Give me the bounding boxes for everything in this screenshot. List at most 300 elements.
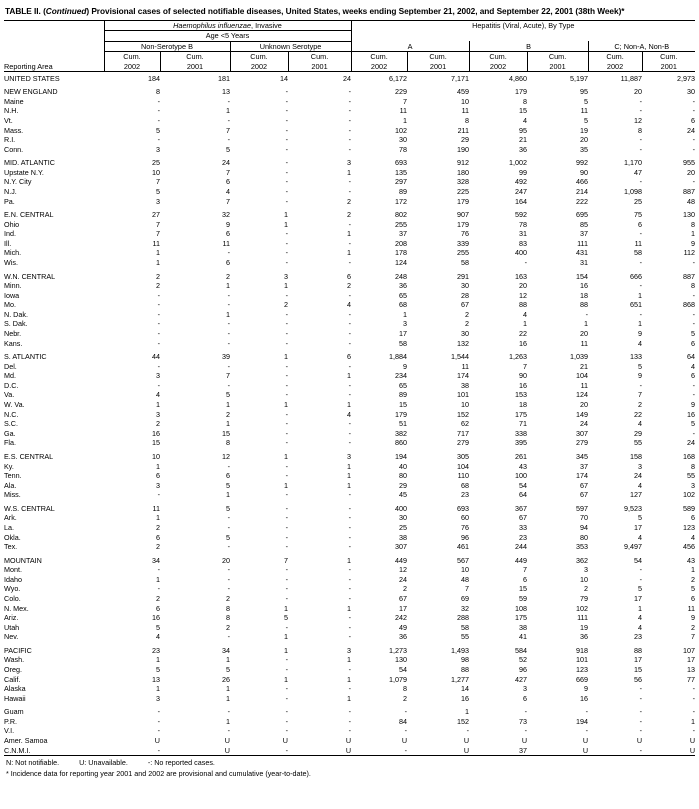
data-cell: 11 bbox=[152, 238, 160, 248]
table-body bbox=[4, 72, 695, 756]
data-cell: 26 bbox=[222, 674, 230, 684]
header-hepatitis-b: B bbox=[469, 41, 588, 52]
reporting-area-cell: Amer. Samoa bbox=[4, 736, 48, 746]
reporting-area-cell: E.S. CENTRAL bbox=[4, 451, 54, 461]
data-cell: 23 bbox=[461, 490, 470, 500]
data-cell: - bbox=[348, 338, 352, 348]
data-cell: - bbox=[285, 329, 288, 339]
data-cell: - bbox=[348, 593, 352, 603]
data-cell: 6,172 bbox=[389, 73, 408, 83]
data-cell: - bbox=[157, 338, 160, 348]
data-cell: - bbox=[692, 684, 696, 694]
data-cell: - bbox=[157, 565, 160, 575]
data-cell: 11 bbox=[580, 380, 589, 390]
data-cell: 456 bbox=[683, 542, 696, 552]
header-col-9 bbox=[642, 52, 695, 72]
data-cell: 868 bbox=[683, 300, 696, 310]
data-cell: 111 bbox=[577, 613, 589, 623]
data-cell: 15 bbox=[634, 665, 643, 674]
table-row-state bbox=[4, 126, 695, 136]
data-cell: 1 bbox=[284, 645, 288, 655]
data-cell: 7 bbox=[226, 371, 230, 381]
data-cell: 3 bbox=[156, 196, 160, 206]
data-cell: 3 bbox=[403, 319, 408, 329]
haemophilus-rest: , Invasive bbox=[251, 20, 282, 30]
data-cell: - bbox=[285, 574, 288, 584]
data-cell: 279 bbox=[457, 438, 470, 448]
data-cell: 20 bbox=[222, 555, 230, 565]
data-cell: 101 bbox=[457, 390, 470, 400]
data-cell: 1 bbox=[691, 565, 696, 575]
data-cell: 98 bbox=[461, 655, 470, 665]
header-age-under5: Age <5 Years bbox=[104, 31, 351, 42]
data-cell: 1 bbox=[226, 400, 230, 410]
reporting-area-cell: Md. bbox=[4, 371, 16, 381]
data-cell: - bbox=[348, 716, 352, 726]
data-cell: 20 bbox=[519, 281, 528, 291]
data-cell: - bbox=[285, 144, 288, 154]
data-cell: 10 bbox=[461, 565, 470, 575]
year-label-1: 2001 bbox=[186, 61, 204, 71]
data-cell: 17 bbox=[399, 603, 408, 613]
year-label-7: 2001 bbox=[549, 61, 566, 71]
data-cell: 12 bbox=[222, 451, 230, 461]
data-cell: 4 bbox=[638, 613, 643, 623]
data-cell: 9 bbox=[691, 238, 696, 248]
data-cell: - bbox=[348, 309, 352, 319]
reporting-area-cell: MOUNTAIN bbox=[4, 555, 42, 565]
data-cell: 70 bbox=[580, 513, 589, 523]
table-header bbox=[4, 20, 695, 72]
data-cell: 1,170 bbox=[624, 158, 643, 168]
data-cell: 5 bbox=[226, 532, 230, 542]
data-cell: 130 bbox=[395, 655, 408, 665]
data-cell: - bbox=[285, 115, 288, 125]
data-cell: 9 bbox=[691, 400, 696, 410]
reporting-area-cell: La. bbox=[4, 522, 14, 532]
data-cell: 56 bbox=[634, 674, 643, 684]
data-cell: 1,273 bbox=[389, 645, 408, 655]
data-cell: 78 bbox=[519, 219, 528, 229]
header-col-0 bbox=[104, 52, 160, 72]
data-cell: 992 bbox=[576, 158, 589, 168]
year-label-2: 2002 bbox=[250, 61, 268, 71]
data-cell: - bbox=[285, 338, 288, 348]
data-cell: 127 bbox=[630, 490, 643, 500]
data-cell: 45 bbox=[399, 490, 408, 500]
data-cell: 12 bbox=[519, 290, 528, 300]
data-cell: 154 bbox=[576, 271, 589, 281]
data-cell: - bbox=[227, 115, 230, 125]
data-cell: 2 bbox=[584, 584, 589, 594]
data-cell: 6 bbox=[691, 338, 696, 348]
data-cell: 666 bbox=[630, 271, 643, 281]
data-cell: 2 bbox=[156, 542, 160, 552]
data-cell: 291 bbox=[457, 271, 470, 281]
reporting-area-cell: Idaho bbox=[4, 574, 22, 584]
data-cell: 6 bbox=[347, 352, 352, 362]
data-cell: - bbox=[157, 96, 160, 106]
data-cell: 4 bbox=[691, 361, 696, 371]
header-col-7 bbox=[527, 52, 588, 72]
data-cell: 584 bbox=[515, 645, 528, 655]
data-cell: 38 bbox=[519, 622, 528, 632]
data-cell: - bbox=[639, 726, 643, 736]
data-cell: 175 bbox=[515, 613, 528, 623]
data-cell: 4 bbox=[156, 390, 160, 400]
reporting-area-cell: Conn. bbox=[4, 144, 24, 154]
data-cell: 43 bbox=[687, 555, 696, 565]
data-cell: 2 bbox=[691, 574, 696, 584]
data-cell: 225 bbox=[457, 186, 470, 196]
data-cell: 5 bbox=[156, 622, 160, 632]
data-cell: - bbox=[285, 522, 288, 532]
table-row-state bbox=[4, 400, 695, 410]
data-cell: 1,039 bbox=[570, 352, 589, 362]
data-cell: 431 bbox=[576, 248, 589, 258]
data-cell: 25 bbox=[152, 158, 160, 168]
table-row-state bbox=[4, 655, 695, 665]
data-cell: 8 bbox=[403, 684, 408, 694]
data-cell: 3 bbox=[347, 158, 352, 168]
data-cell: 110 bbox=[457, 471, 470, 481]
data-cell: U bbox=[401, 736, 408, 746]
data-cell: 10 bbox=[461, 400, 470, 410]
data-cell: - bbox=[227, 461, 230, 471]
data-cell: 1 bbox=[284, 451, 288, 461]
data-cell: 6 bbox=[691, 513, 696, 523]
data-cell: 175 bbox=[515, 409, 528, 419]
data-cell: 130 bbox=[683, 210, 696, 220]
table-row-state bbox=[4, 300, 695, 310]
data-cell: 1 bbox=[403, 309, 408, 319]
data-cell: - bbox=[285, 196, 288, 206]
data-cell: - bbox=[157, 745, 160, 755]
data-cell: - bbox=[285, 238, 288, 248]
table-row-state bbox=[4, 542, 695, 552]
data-cell: 19 bbox=[580, 622, 589, 632]
data-cell: - bbox=[285, 665, 288, 674]
table-row-state bbox=[4, 362, 695, 372]
data-cell: - bbox=[348, 361, 352, 371]
data-cell: 5 bbox=[156, 125, 160, 135]
data-cell: 1 bbox=[226, 684, 230, 694]
data-cell: - bbox=[466, 726, 470, 736]
data-cell: 48 bbox=[461, 574, 470, 584]
data-cell: 168 bbox=[683, 451, 696, 461]
data-cell: 1 bbox=[156, 655, 160, 665]
table-row-state bbox=[4, 584, 695, 594]
data-cell: 21 bbox=[580, 361, 589, 371]
reporting-area-cell: W. Va. bbox=[4, 400, 25, 410]
data-cell: 3 bbox=[523, 684, 528, 694]
data-cell: 11 bbox=[634, 238, 643, 248]
data-cell: 124 bbox=[395, 258, 408, 267]
header-col-5 bbox=[407, 52, 469, 72]
reporting-area-cell: N.Y. City bbox=[4, 177, 32, 187]
data-cell: 78 bbox=[399, 144, 408, 154]
table-row-state bbox=[4, 438, 695, 448]
table-row-region bbox=[4, 352, 695, 362]
footnote-legend: N: Not notifiable. U: Unavailable. -: No reported cases. bbox=[6, 757, 215, 767]
data-cell: - bbox=[348, 96, 352, 106]
data-cell: 24 bbox=[687, 125, 696, 135]
table-row-state bbox=[4, 248, 695, 258]
data-cell: 1 bbox=[226, 281, 230, 291]
reporting-area-cell: Pa. bbox=[4, 196, 15, 206]
data-cell: - bbox=[692, 319, 696, 329]
data-cell: - bbox=[227, 300, 230, 310]
data-cell: 132 bbox=[457, 338, 470, 348]
data-cell: 1 bbox=[226, 693, 230, 703]
data-cell: - bbox=[285, 461, 288, 471]
data-cell: 24 bbox=[580, 419, 589, 429]
data-cell: 1 bbox=[584, 319, 589, 329]
data-cell: 80 bbox=[580, 532, 589, 542]
reporting-area-cell: Mont. bbox=[4, 565, 22, 575]
data-cell: - bbox=[692, 290, 696, 300]
data-cell: 75 bbox=[634, 210, 643, 220]
data-cell: - bbox=[692, 428, 696, 438]
data-cell: 5 bbox=[584, 115, 589, 125]
data-cell: 3 bbox=[156, 693, 160, 703]
data-cell: - bbox=[524, 258, 528, 267]
table-row-state bbox=[4, 106, 695, 116]
rule-line-bottom bbox=[4, 755, 695, 756]
reporting-area-cell: Wyo. bbox=[4, 584, 21, 594]
data-cell: 3 bbox=[156, 371, 160, 381]
data-cell: 4 bbox=[638, 532, 643, 542]
cum-label-2: Cum. bbox=[250, 52, 268, 61]
data-cell: 211 bbox=[457, 125, 470, 135]
table-row-state bbox=[4, 177, 695, 187]
data-cell: 33 bbox=[519, 522, 528, 532]
data-cell: - bbox=[285, 490, 288, 500]
data-cell: 7 bbox=[691, 632, 696, 642]
data-cell: 30 bbox=[399, 135, 408, 145]
data-cell: - bbox=[404, 707, 408, 717]
table-row-state bbox=[4, 135, 695, 145]
data-cell: - bbox=[348, 144, 352, 154]
data-cell: - bbox=[285, 542, 288, 552]
header-unknown-serotype: Unknown Serotype bbox=[230, 41, 351, 52]
data-cell: - bbox=[639, 106, 643, 116]
data-cell: 2 bbox=[403, 693, 408, 703]
year-label-6: 2002 bbox=[489, 61, 507, 71]
data-cell: - bbox=[639, 144, 643, 154]
cum-label-3: Cum. bbox=[310, 52, 329, 61]
data-cell: 1 bbox=[638, 603, 643, 613]
table-row-state bbox=[4, 390, 695, 400]
data-cell: - bbox=[692, 309, 696, 319]
table-foot bbox=[4, 755, 695, 756]
table-row-state bbox=[4, 145, 695, 155]
data-cell: 208 bbox=[395, 238, 408, 248]
data-cell: 907 bbox=[457, 210, 470, 220]
data-cell: - bbox=[285, 716, 288, 726]
header-col-4 bbox=[351, 52, 407, 72]
data-cell: 2 bbox=[156, 271, 160, 281]
data-cell: 20 bbox=[580, 400, 589, 410]
data-cell: 31 bbox=[580, 258, 589, 267]
data-cell: 80 bbox=[399, 471, 408, 481]
table-row-state bbox=[4, 371, 695, 381]
data-cell: 30 bbox=[461, 281, 470, 291]
data-cell: 5 bbox=[638, 513, 643, 523]
data-cell: - bbox=[639, 707, 643, 717]
table-row-state bbox=[4, 329, 695, 339]
table-row-region bbox=[4, 452, 695, 462]
data-cell: 36 bbox=[399, 281, 408, 291]
data-cell: - bbox=[157, 300, 160, 310]
data-cell: 104 bbox=[457, 461, 470, 471]
data-cell: - bbox=[692, 106, 696, 116]
data-cell: 194 bbox=[576, 716, 589, 726]
data-cell: 1,263 bbox=[509, 352, 528, 362]
data-cell: 180 bbox=[457, 167, 470, 177]
data-cell: 38 bbox=[461, 380, 470, 390]
data-cell: 194 bbox=[395, 451, 408, 461]
data-cell: 55 bbox=[634, 438, 643, 448]
data-cell: 29 bbox=[399, 480, 408, 490]
table-row-state bbox=[4, 339, 695, 349]
data-cell: 2 bbox=[403, 584, 408, 594]
data-cell: 6 bbox=[156, 471, 160, 481]
data-cell: 4 bbox=[638, 419, 643, 429]
data-cell: 4 bbox=[691, 532, 696, 542]
data-cell: - bbox=[348, 329, 352, 339]
data-cell: 25 bbox=[399, 522, 408, 532]
data-cell: 1 bbox=[347, 400, 352, 410]
data-cell: 214 bbox=[576, 186, 589, 196]
data-cell: 1 bbox=[638, 319, 643, 329]
data-cell: - bbox=[348, 707, 352, 717]
data-cell: 16 bbox=[580, 281, 589, 291]
data-cell: - bbox=[285, 229, 288, 239]
data-cell: 261 bbox=[515, 451, 528, 461]
data-cell: - bbox=[157, 106, 160, 116]
data-cell: 4 bbox=[638, 338, 643, 348]
data-cell: - bbox=[348, 177, 352, 187]
data-cell: 85 bbox=[580, 219, 589, 229]
data-cell: - bbox=[285, 87, 288, 97]
data-cell: 1 bbox=[226, 419, 230, 429]
data-cell: 181 bbox=[218, 73, 230, 83]
header-row-subgroup bbox=[4, 41, 695, 52]
data-cell: 158 bbox=[630, 451, 643, 461]
data-cell: 101 bbox=[576, 655, 589, 665]
data-cell: 669 bbox=[576, 674, 589, 684]
table-row-state bbox=[4, 97, 695, 107]
data-cell: 4,860 bbox=[509, 73, 528, 83]
data-cell: 1,544 bbox=[451, 352, 470, 362]
data-cell: 58 bbox=[634, 248, 643, 258]
table-row-state bbox=[4, 726, 695, 736]
data-cell: 6 bbox=[226, 177, 230, 187]
data-cell: - bbox=[639, 229, 643, 239]
data-cell: - bbox=[348, 584, 352, 594]
data-cell: 21 bbox=[519, 135, 528, 145]
table-row-state bbox=[4, 310, 695, 320]
data-cell: 1 bbox=[638, 290, 643, 300]
data-cell: 102 bbox=[395, 125, 408, 135]
reporting-area-cell: Wis. bbox=[4, 258, 18, 267]
data-cell: 58 bbox=[461, 622, 470, 632]
data-cell: 184 bbox=[148, 73, 160, 83]
data-cell: 8 bbox=[226, 613, 230, 623]
data-cell: 7 bbox=[226, 167, 230, 177]
header-col-2 bbox=[230, 52, 288, 72]
reporting-area-cell: PACIFIC bbox=[4, 645, 32, 655]
reporting-area-cell: Utah bbox=[4, 622, 20, 632]
header-col-3 bbox=[288, 52, 351, 72]
data-cell: - bbox=[157, 319, 160, 329]
table-row-state bbox=[4, 197, 695, 207]
data-cell: 1 bbox=[284, 674, 288, 684]
data-cell: 69 bbox=[461, 593, 470, 603]
data-cell: - bbox=[285, 438, 288, 448]
reporting-area-cell: Ariz. bbox=[4, 613, 19, 623]
data-cell: 90 bbox=[580, 167, 589, 177]
reporting-area-cell: Maine bbox=[4, 96, 24, 106]
data-cell: 174 bbox=[457, 371, 470, 381]
data-cell: 1 bbox=[156, 513, 160, 523]
data-cell: 30 bbox=[687, 87, 696, 97]
reporting-area-cell: Calif. bbox=[4, 674, 21, 684]
table-row-state bbox=[4, 623, 695, 633]
data-cell: 67 bbox=[580, 480, 589, 490]
reporting-area-cell: N.J. bbox=[4, 186, 17, 196]
data-cell: 54 bbox=[399, 665, 408, 674]
data-cell: 104 bbox=[576, 371, 589, 381]
data-cell: 28 bbox=[461, 290, 470, 300]
data-cell: 2 bbox=[156, 419, 160, 429]
data-cell: 4 bbox=[523, 115, 528, 125]
data-cell: 8 bbox=[691, 219, 696, 229]
data-cell: 353 bbox=[576, 542, 589, 552]
data-cell: 1 bbox=[347, 674, 352, 684]
data-cell: - bbox=[285, 380, 288, 390]
data-cell: 18 bbox=[580, 290, 589, 300]
reporting-area-cell: N. Dak. bbox=[4, 309, 28, 319]
reporting-area-cell: Guam bbox=[4, 707, 24, 717]
data-cell: - bbox=[227, 319, 230, 329]
data-cell: - bbox=[227, 380, 230, 390]
data-cell: 1 bbox=[284, 480, 288, 490]
data-cell: 13 bbox=[222, 87, 230, 97]
data-cell: 1 bbox=[156, 248, 160, 258]
data-cell: 222 bbox=[576, 196, 589, 206]
data-cell: 14 bbox=[280, 73, 288, 83]
data-cell: 567 bbox=[457, 555, 470, 565]
data-cell: 7 bbox=[523, 361, 528, 371]
data-cell: - bbox=[404, 745, 408, 755]
data-cell: 2 bbox=[226, 593, 230, 603]
data-cell: 25 bbox=[634, 196, 643, 206]
data-cell: 67 bbox=[461, 300, 470, 310]
data-cell: 382 bbox=[395, 428, 408, 438]
data-cell: 1 bbox=[691, 716, 696, 726]
data-cell: - bbox=[639, 565, 643, 575]
data-cell: 8 bbox=[691, 461, 696, 471]
data-cell: 22 bbox=[634, 409, 643, 419]
reporting-area-cell: Wash. bbox=[4, 655, 25, 665]
data-cell: - bbox=[227, 513, 230, 523]
data-cell: 34 bbox=[222, 645, 230, 655]
data-cell: - bbox=[692, 177, 696, 187]
data-cell: 3 bbox=[347, 645, 352, 655]
data-cell: 461 bbox=[457, 542, 470, 552]
